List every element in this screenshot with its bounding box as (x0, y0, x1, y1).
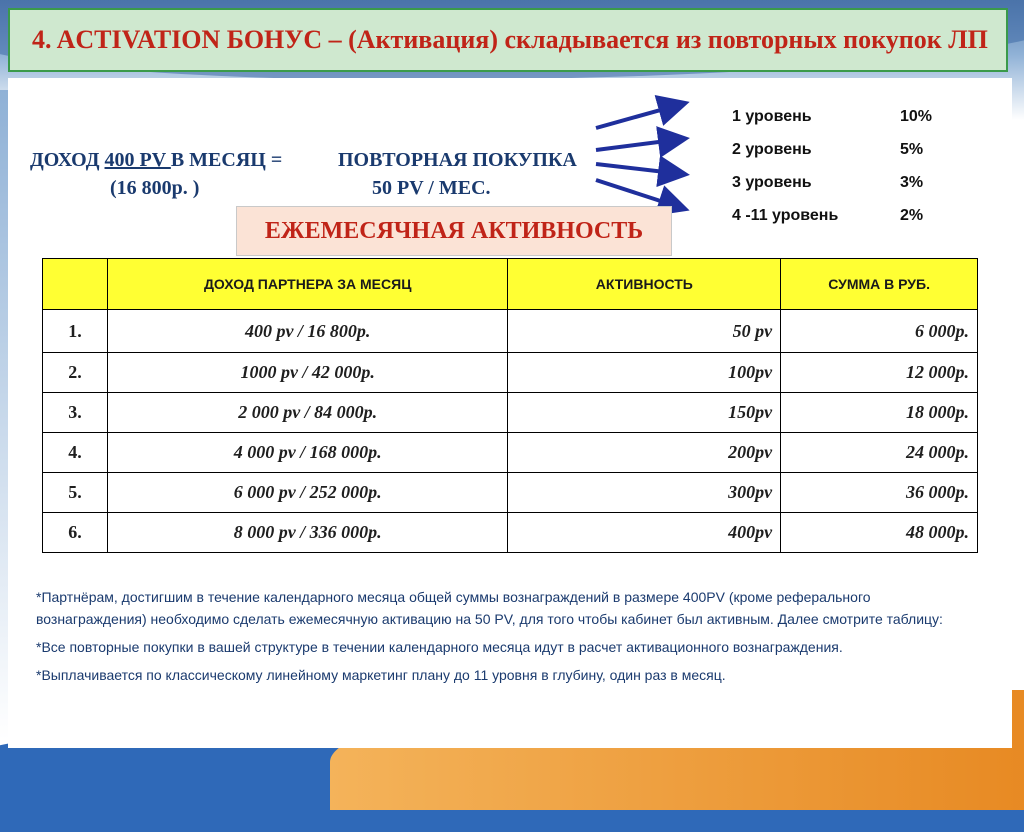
monthly-activity-banner: ЕЖЕМЕСЯЧНАЯ АКТИВНОСТЬ (236, 206, 672, 256)
arrow-level-2 (596, 139, 682, 150)
row-sum: 18 000р. (781, 393, 978, 433)
income-line (30, 146, 320, 174)
row-income: 1000 pv / 42 000р. (107, 353, 508, 393)
level-row (732, 166, 960, 199)
level-percent: 3% (900, 173, 924, 191)
row-number: 1. (43, 310, 108, 353)
level-percent: 5% (900, 140, 924, 158)
income-rubles: (16 800р. ) (110, 177, 200, 199)
level-name: 2 уровень (732, 140, 812, 158)
header-activity: АКТИВНОСТЬ (508, 259, 781, 310)
level-name: 1 уровень (732, 107, 812, 125)
header-income: ДОХОД ПАРТНЕРА ЗА МЕСЯЦ (107, 259, 508, 310)
income-block (30, 146, 320, 202)
table-row (43, 513, 978, 553)
row-number: 5. (43, 473, 108, 513)
arrow-level-3 (596, 164, 682, 174)
header-number (43, 259, 108, 310)
row-activity: 400pv (508, 513, 781, 553)
row-income: 6 000 pv / 252 000р. (107, 473, 508, 513)
header-sum: СУММА В РУБ. (781, 259, 978, 310)
footnote: *Партнёрам, достигшим в течение календарного месяца общей суммы вознаграждений в размере 400PV (кроме реферального вознаграждения) необходимо сделать ежемесячную активацию на 50 PV, для того чтобы кабинет был активным. Далее смотрите таблицу: (36, 589, 943, 627)
arrow-level-4 (596, 180, 682, 208)
purchase-block (338, 146, 598, 202)
footnote: *Все повторные покупки в вашей структуре в течении календарного месяца идут в расчет активационного вознаграждения. (36, 639, 843, 655)
arrow-level-1 (596, 104, 682, 128)
row-number: 4. (43, 433, 108, 473)
row-sum: 6 000р. (781, 310, 978, 353)
income-prefix: ДОХОД (30, 149, 100, 171)
table-row (43, 353, 978, 393)
income-suffix: В МЕСЯЦ = (170, 149, 283, 171)
row-number: 6. (43, 513, 108, 553)
row-sum: 12 000р. (781, 353, 978, 393)
table-row (43, 433, 978, 473)
row-activity: 200pv (508, 433, 781, 473)
title-box (8, 8, 1008, 72)
income-amount: 400 PV (104, 149, 171, 171)
level-arrows (590, 92, 700, 222)
row-activity: 300pv (508, 473, 781, 513)
level-row (732, 133, 960, 166)
purchase-line1: ПОВТОРНАЯ ПОКУПКА (338, 149, 577, 171)
level-row (732, 199, 960, 232)
row-income: 4 000 pv / 168 000р. (107, 433, 508, 473)
level-row (732, 100, 960, 133)
row-sum: 36 000р. (781, 473, 978, 513)
table-row (43, 473, 978, 513)
level-name: 3 уровень (732, 173, 812, 191)
level-name: 4 -11 уровень (732, 206, 839, 224)
level-percent: 10% (900, 107, 933, 125)
slide-title: 4. ACTIVATION БОНУС – (Активация) складывается из повторных покупок ЛП (32, 25, 988, 54)
footnotes (36, 586, 976, 692)
purchase-line2: 50 PV / МЕС. (372, 177, 491, 199)
row-income: 2 000 pv / 84 000р. (107, 393, 508, 433)
row-activity: 150pv (508, 393, 781, 433)
row-income: 8 000 pv / 336 000р. (107, 513, 508, 553)
row-number: 2. (43, 353, 108, 393)
table-row (43, 393, 978, 433)
row-number: 3. (43, 393, 108, 433)
levels-list (732, 100, 960, 232)
row-sum: 48 000р. (781, 513, 978, 553)
row-sum: 24 000р. (781, 433, 978, 473)
row-activity: 100pv (508, 353, 781, 393)
footnote: *Выплачивается по классическому линейному маркетинг плану до 11 уровня в глубину, один раз в месяц. (36, 667, 726, 683)
row-activity: 50 pv (508, 310, 781, 353)
table-header-row (43, 259, 978, 310)
activation-table (42, 258, 978, 553)
row-income: 400 pv / 16 800р. (107, 310, 508, 353)
table-row (43, 310, 978, 353)
level-percent: 2% (900, 206, 924, 224)
